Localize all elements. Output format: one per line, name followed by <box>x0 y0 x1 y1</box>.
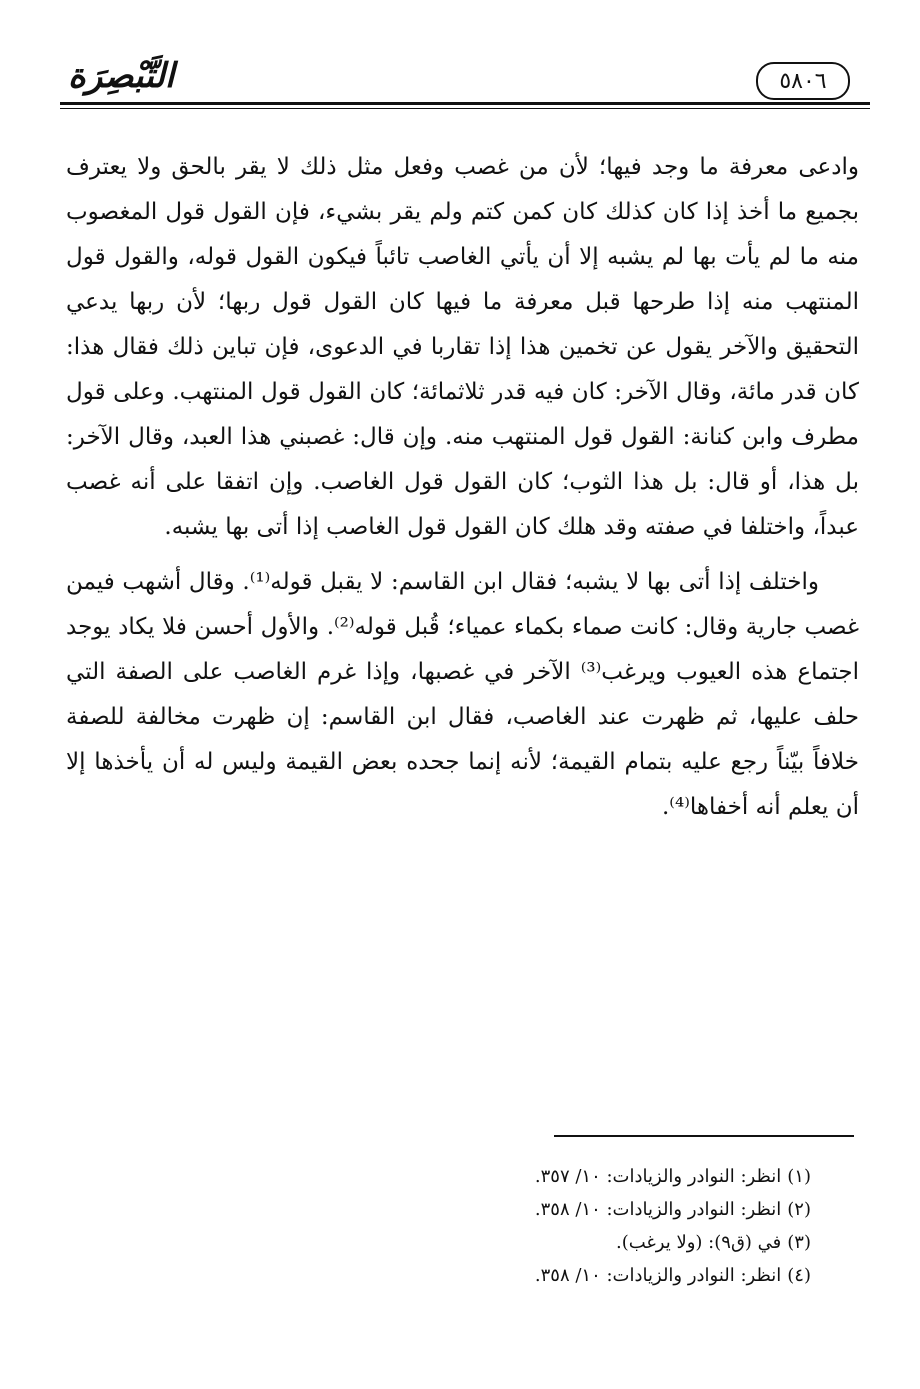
footnote <box>66 1259 811 1292</box>
paragraph: واختلف إذا أتى بها لا يشبه؛ فقال ابن القاسم: لا يقبل قوله⁽¹⁾. وقال أشهب فيمن غصب جارية وقال: كانت صماء بكماء عمياء؛ قُبل قوله⁽²⁾. والأول أحسن فلا يكاد يوجد اجتماع هذه العيوب ويرغب⁽³⁾ الآخر في غصبها، وإذا غرم الغاصب على الصفة التي حلف عليها، ثم ظهرت عند الغاصب، فقال ابن القاسم: إن ظهرت مخالفة للصفة خلافاً بيّناً رجع عليه بتمام القيمة؛ لأنه إنما جحده بعض القيمة وليس له أن يأخذها إلا أن يعلم أنه أخفاها⁽⁴⁾. <box>66 569 860 820</box>
footnote-number: (١) <box>787 1166 811 1187</box>
book-title: التَّبْصِرَة <box>68 56 175 96</box>
footnote-number: (٤) <box>787 1265 811 1286</box>
header-rule-thin <box>60 108 870 109</box>
footnote <box>66 1193 811 1226</box>
page-number: ٥٨٠٦ <box>756 62 850 100</box>
paragraph: وادعى معرفة ما وجد فيها؛ لأن من غصب وفعل مثل ذلك لا يقر بالحق ولا يعترف بجميع ما أخذ إذا كان كذلك كان كمن كتم ولم يقر بشيء، فإن القول قول المغصوب منه ما لم يأت بها لم يشبه إلا أن يأتي الغاصب تائباً فيكون القول قوله، والقول قول المنتهب منه إذا طرحها قبل معرفة ما فيها كان القول قول ربها؛ لأن ربها يدعي التحقيق والآخر يقول عن تخمين هذا إذا تقاربا في الدعوى، فإن تباين ذلك فقال هذا: كان قدر مائة، وقال الآخر: كان فيه قدر ثلاثمائة؛ كان القول قول المنتهب. وعلى قول مطرف وابن كنانة: القول قول المنتهب منه. وإن قال: غصبني هذا العبد، وقال الآخر: بل هذا، أو قال: بل هذا الثوب؛ كان القول قول الغاصب. وإن اتفقا على أنه غصب عبداً، واختلفا في صفته وقد هلك كان القول قول الغاصب إذا أتى بها يشبه. <box>66 154 859 540</box>
footnote <box>66 1226 811 1259</box>
footnote-text: انظر: النوادر والزيادات: ١٠/ ٣٥٧. <box>534 1166 782 1187</box>
footnote-number: (٢) <box>787 1199 811 1220</box>
footnote-separator <box>554 1135 854 1137</box>
footnote-text: في (ق٩): (ولا يرغب). <box>615 1232 782 1253</box>
header-rule <box>60 102 870 105</box>
footnotes <box>66 1160 811 1292</box>
footnote-text: انظر: النوادر والزيادات: ١٠/ ٣٥٨. <box>534 1199 782 1220</box>
footnote-number: (٣) <box>787 1232 811 1253</box>
main-text <box>66 145 859 840</box>
page-header <box>50 54 870 110</box>
footnote <box>66 1160 811 1193</box>
footnote-text: انظر: النوادر والزيادات: ١٠/ ٣٥٨. <box>534 1265 782 1286</box>
